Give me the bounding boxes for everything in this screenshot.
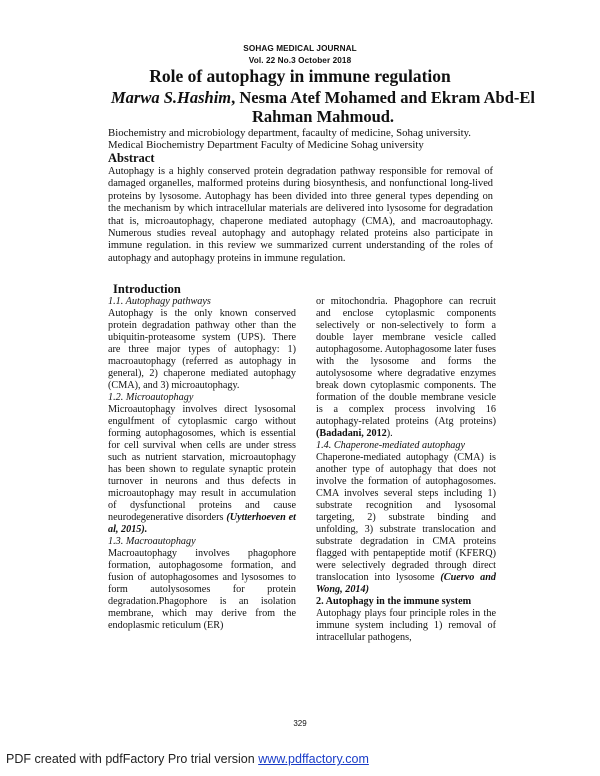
journal-issue: Vol. 22 No.3 October 2018 (248, 56, 352, 65)
affiliation-2: Medical Biochemistry Department Faculty of Medicine Sohag university (108, 139, 424, 151)
citation-cuervo: (Cuervo and Wong, 2014) (316, 572, 497, 595)
section-1-1-heading: 1.1. Autophagy pathways (108, 296, 211, 307)
author-list (108, 88, 538, 126)
section-2-heading: 2. Autophagy in the immune system (316, 596, 472, 607)
page-number: 329 (293, 719, 307, 728)
section-1-4-text (316, 452, 496, 596)
section-1-1-text: Autophagy is the only known conserved protein degradation pathway other than the ubiquitin-proteasome system (UPS). There are three major types of autophagy: 1) macroautophagy (referred as autophagy in general), 2) chaperone mediated autophagy (CMA), and 3) microautophagy. (108, 308, 296, 391)
affiliation-1: Biochemistry and microbiology department, facaulty of medicine, Sohag university. (108, 127, 472, 139)
section-1-2-body: Microautophagy involves direct lysosomal engulfment of cytoplasmic cargo without forming autophagosomes, which is essential for cell survival when cells are under stress such as nutrient starvation, microautophagy has been shown to regulate synaptic protein turnover in neurons and thus defects in microautophagy may result in accumulation of dysfunctional proteins and cause neurodegenerative disorders (108, 404, 296, 523)
pdf-footer (6, 752, 369, 766)
section-1-4-body: Chaperone-mediated autophagy (CMA) is another type of autophagy that does not involve the formation of autophagosomes. CMA involves several steps including 1) substrate recognition and lysosomal targeting, 2) substrate binding and unfolding, 3) substrate translocation and substrate degradation in CMA proteins flagged with pentapeptide motif (KFERQ) were selectively degraded through direct translocation into lysosome (316, 452, 496, 583)
pdffactory-link[interactable]: www.pdffactory.com (258, 752, 369, 766)
section-2-text: Autophagy plays four principle roles in the immune system including 1) removal of intracellular pathogens, (316, 608, 496, 643)
paper-title: Role of autophagy in immune regulation (149, 66, 451, 86)
citation-uytterhoeven: (Uytterhoeven et al, 2015). (108, 512, 297, 535)
section-1-2-heading: 1.2. Microautophagy (108, 392, 194, 403)
introduction-heading: Introduction (113, 282, 181, 296)
left-column (108, 296, 296, 632)
abstract-heading: Abstract (108, 151, 155, 165)
right-column (316, 296, 496, 644)
citation-badadani: (Badadani, 2012 (316, 428, 387, 439)
journal-name: SOHAG MEDICAL JOURNAL (243, 44, 357, 53)
section-1-3-text: Macroautophagy involves phagophore formation, autophagosome formation, and fusion of autophagosomes and lysosomes to form autolysosomes for protein degradation.Phagophore is an isolation membrane, which may derive from the endoplasmic reticulum (ER) (108, 548, 296, 631)
section-1-2-text (108, 404, 296, 536)
other-authors: , Nesma Atef Mohamed and Ekram Abd-El Rahman Mahmoud. (231, 88, 535, 126)
abstract-text: Autophagy is a highly conserved protein degradation pathway responsible for removal of damaged organelles, malformed proteins during biosynthesis, and nonfunctional long-lived proteins by lysosome. Autophagy has been divided into three general types depending on the mechanism by which intracellular materials are delivered into lysosome for degradation that is, microautophagy, chaperone mediated autophagy (CMA), and macroautophagy. Numerous studies reveal autophagy and autophagy related proteins also participate in immune regulation. in this review we summarized current understanding of the roles of autophagy and autophagy proteins in immune regulation. (108, 166, 493, 264)
section-1-3-continued: or mitochondria. Phagophore can recruit and enclose cytoplasmic components selectively or non-selectively to form a double layer membrane vesicle called autophagosome. Autophagosome later fuses with the lysosome and forms the autolysosome where degradative enzymes break down cytoplasmic components. The formation of the double membrane vesicle is a complex process involving 16 autophagy-related proteins (Atg proteins) (Badadani, 2012). (316, 296, 496, 439)
section-1-3-heading: 1.3. Macroautophagy (108, 536, 196, 547)
footer-text: PDF created with pdfFactory Pro trial version (6, 752, 259, 766)
section-1-4-heading: 1.4. Chaperone-mediated autophagy (316, 440, 466, 451)
section-1-3-cont-body: or mitochondria. Phagophore can recruit and enclose cytoplasmic components selectively or non-selectively to form a double layer membrane vesicle called autophagosome. Autophagosome later fuses with the lysosome and forms the autolysosome where degradative enzymes break down cytoplasmic components. The formation of the double membrane vesicle is a complex process involving 16 autophagy-related proteins (Atg proteins) (316, 296, 496, 427)
first-author: Marwa S.Hashim (110, 88, 232, 107)
